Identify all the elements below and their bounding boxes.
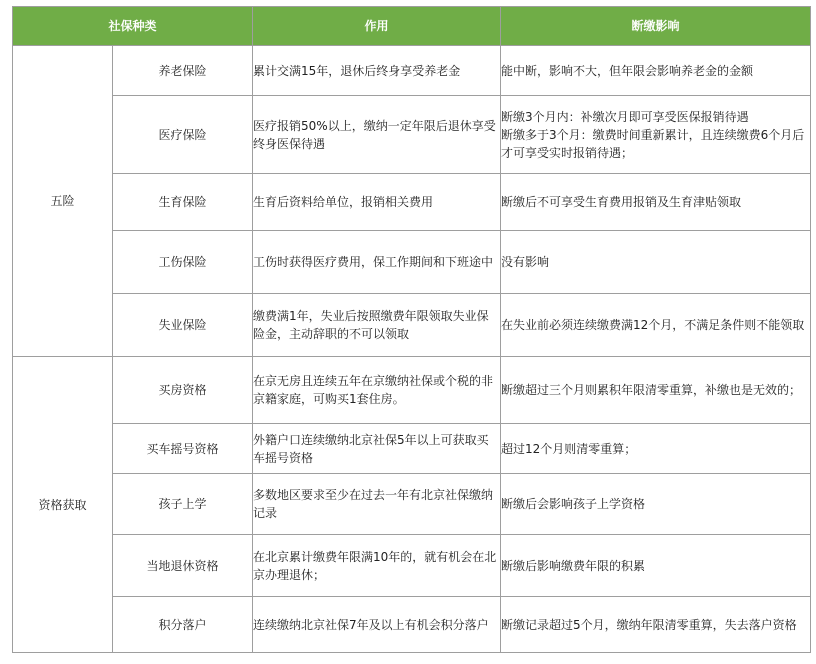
item-cell: 积分落户 [113,597,253,653]
category-cell: 五险 [13,46,113,357]
item-cell: 工伤保险 [113,231,253,294]
table-row [13,231,811,294]
item-cell: 生育保险 [113,174,253,231]
table-row [13,474,811,535]
item-cell: 孩子上学 [113,474,253,535]
effect-cell: 生育后资料给单位，报销相关费用 [253,174,501,231]
item-cell: 养老保险 [113,46,253,96]
table-row [13,357,811,424]
item-cell: 买房资格 [113,357,253,424]
item-cell: 当地退休资格 [113,535,253,597]
impact-cell: 没有影响 [501,231,811,294]
header-effect: 作用 [253,7,501,46]
table-row [13,294,811,357]
effect-cell: 累计交满15年，退休后终身享受养老金 [253,46,501,96]
impact-cell: 断缴后影响缴费年限的积累 [501,535,811,597]
social-insurance-table [12,6,811,653]
effect-cell: 缴费满1年，失业后按照缴费年限领取失业保险金，主动辞职的不可以领取 [253,294,501,357]
impact-cell: 断缴超过三个月则累积年限清零重算，补缴也是无效的； [501,357,811,424]
effect-cell: 连续缴纳北京社保7年及以上有机会积分落户 [253,597,501,653]
header-impact: 断缴影响 [501,7,811,46]
category-cell: 资格获取 [13,357,113,653]
table-row [13,46,811,96]
effect-cell: 在北京累计缴费年限满10年的，就有机会在北京办理退休； [253,535,501,597]
impact-cell: 能中断，影响不大，但年限会影响养老金的金额 [501,46,811,96]
effect-cell: 在京无房且连续五年在京缴纳社保或个税的非京籍家庭，可购买1套住房。 [253,357,501,424]
header-row [13,7,811,46]
impact-cell: 断缴3个月内：补缴次月即可享受医保报销待遇 断缴多于3个月：缴费时间重新累计，且连续缴费6个月后才可享受实时报销待遇； [501,96,811,174]
table-row [13,535,811,597]
table-row [13,174,811,231]
impact-cell: 超过12个月则清零重算； [501,424,811,474]
header-category: 社保种类 [13,7,253,46]
table-row [13,424,811,474]
effect-cell: 医疗报销50%以上，缴纳一定年限后退休享受终身医保待遇 [253,96,501,174]
effect-cell: 工伤时获得医疗费用，保工作期间和下班途中 [253,231,501,294]
table-row [13,597,811,653]
impact-cell: 断缴后不可享受生育费用报销及生育津贴领取 [501,174,811,231]
impact-cell: 断缴后会影响孩子上学资格 [501,474,811,535]
effect-cell: 外籍户口连续缴纳北京社保5年以上可获取买车摇号资格 [253,424,501,474]
effect-cell: 多数地区要求至少在过去一年有北京社保缴纳记录 [253,474,501,535]
item-cell: 买车摇号资格 [113,424,253,474]
item-cell: 医疗保险 [113,96,253,174]
impact-cell: 断缴记录超过5个月，缴纳年限清零重算，失去落户资格 [501,597,811,653]
item-cell: 失业保险 [113,294,253,357]
table-row [13,96,811,174]
impact-cell: 在失业前必须连续缴费满12个月，不满足条件则不能领取 [501,294,811,357]
